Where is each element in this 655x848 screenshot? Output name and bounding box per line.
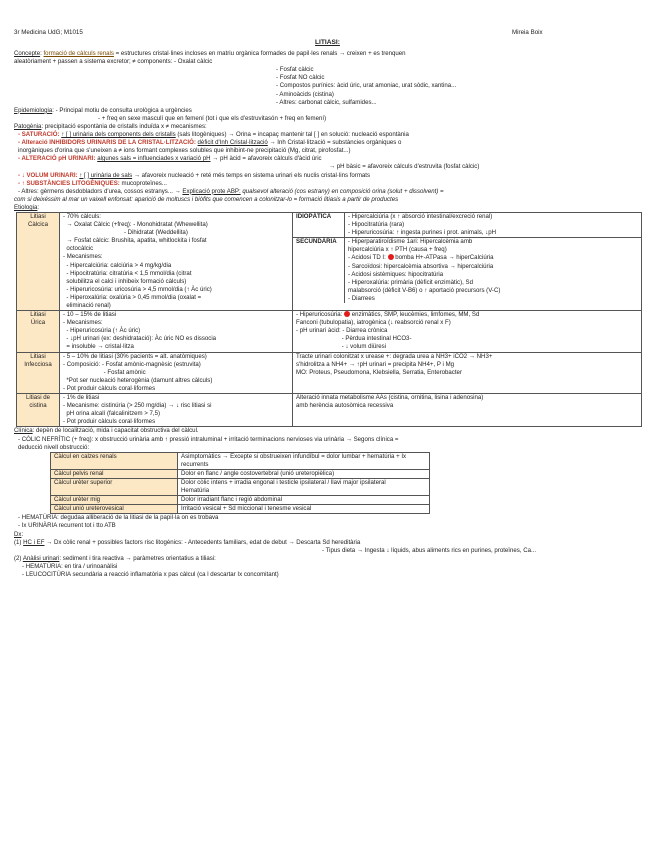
- component-item: - Altres: carbonat càlcic, sulfamides...: [276, 98, 377, 106]
- concepte-line2: aleatòriament + passen a sistema excretor; ≠ components: - Oxalat càlcic: [14, 58, 213, 66]
- clinica-location: Càlcul urèter superior: [51, 478, 178, 495]
- clinica-symptoms-line: Dolor còlic intens + irradia engonal i testicle ipsilateral / llavi major ipsilateral: [181, 478, 386, 486]
- altres-label: - Altres: gèrmens desdobladors d'urea, cossos estranys... →: [18, 187, 183, 195]
- clinica-location: Càlcul unió ureterovesical: [51, 505, 178, 514]
- etiologia-mechanism-line: - 1% de litiasi: [63, 394, 100, 402]
- etiologia-causes-line: Alteració innata metabolisme AAs (cistina, ornitina, lisina i adenosina): [296, 394, 484, 402]
- inhibidors-text: → Inh Cristal·lització = substàncies orgàniques o: [267, 139, 402, 147]
- etiologia-causes: [293, 352, 642, 393]
- inhibidors-label: - Alteració INHIBIDORS URINARIS DE LA CRISTAL·LITZACIÓ:: [18, 139, 198, 147]
- epidemiologia-l1: : - Principal motiu de consulta urològica a urgències: [52, 106, 192, 114]
- etiologia-mechanism-line: - ↓pH urinari (ex: deshidratació): Àc úric NO es dissocia: [63, 335, 217, 343]
- concepte-underline: formació de càlculs renals: [43, 50, 114, 58]
- etiologia-mechanism-line: - Hipocitratúria: citratúria < 1,5 mmol/dia (citrat: [63, 269, 192, 277]
- dx-l2-u: Anàlisi urinari: [22, 554, 60, 562]
- clinica-l1: - CÒLIC NEFRÍTIC (+ freq): x obstrucció urinària amb ↑ pressió intraluminal + irritació terminacions nervioses via urinària → Segons clínica =: [18, 435, 399, 443]
- dx-l2-text: : sediment i tira reactiva → paràmetres orientatius a tiliasi:: [59, 554, 216, 562]
- etiologia-line: Etiologia:: [14, 203, 40, 211]
- etiologia-type: [17, 394, 60, 427]
- etiologia-type-line: Infecciosa: [24, 360, 52, 368]
- etiologia-type-line: Litiasi de: [25, 394, 51, 402]
- etiologia-subval-line: - Acidosi sistèmiques: hipocitratúria: [348, 270, 444, 278]
- etiologia-subval-line: - Hiperoxalúria: primària (dèficit enzimàtic), Sd: [348, 278, 473, 286]
- etiologia-type: [17, 311, 60, 352]
- clinica-location: Càlcul urèter mig: [51, 496, 178, 505]
- header-course: 3r Medicina UdG; M1015: [14, 29, 83, 36]
- etiologia-mechanism-line: *Pot ser nucleació heterogènia (damunt altres càlculs): [63, 376, 213, 384]
- red-dot-icon: [344, 311, 350, 317]
- clinica-line: [14, 427, 641, 435]
- dx-l2: [14, 555, 641, 563]
- etiologia-mechanism-line: eliminació renal): [63, 302, 111, 309]
- concepte-text1: = estructures cristal·lines incloses en matriu orgànica formades de papil·les renals → creixen + es trenquen: [113, 50, 406, 58]
- page-title: LITIASI:: [315, 39, 340, 46]
- clinica-l2: deducció nivell obstrucció:: [18, 443, 90, 451]
- patogenia-inhibidors: [14, 139, 641, 147]
- volum-label: - ↓ VOLUM URINARI:: [18, 171, 80, 179]
- dx-l1-text: → Dx còlic renal + possibles factors risc litogènics: - Antecedents familiars, edat de debut → Descarta Sd hereditària: [44, 538, 361, 546]
- saturacio-u: ↑ [ ] urinària dels components dels cristalls: [61, 131, 176, 139]
- etiologia-mechanism-line: - Fosfat amònic: [63, 368, 146, 376]
- etiologia-type-line: Litiasi: [30, 352, 46, 360]
- etiologia-subval-line: - Hiperuricosúria: ↑ ingesta purines i prot. animals, ↓pH: [348, 229, 497, 237]
- clinica-row: [51, 505, 430, 514]
- etiologia-subval: [345, 213, 642, 238]
- ph-u: algunes sals = influenciades x variació pH: [97, 155, 211, 163]
- etiologia-mechanism: [60, 352, 293, 393]
- etiologia-mechanism-line: pH orina alcalí (falcalinitzem > 7,5): [63, 410, 161, 418]
- etiologia-subrow: [293, 238, 641, 303]
- etiologia-mechanism-line: - Pot produir càlculs coral·liformes: [63, 418, 156, 426]
- patogenia-ph: [14, 155, 641, 163]
- clinica-row: [51, 478, 430, 495]
- etiologia-subval: [345, 238, 642, 303]
- etiologia-mechanism-line: - 70% càlculs:: [63, 212, 101, 220]
- clinica-row: [51, 469, 430, 478]
- etiologia-mechanism-line: - Hiperuricosúria: uricosúria > 4,5 mmol/dia (↑ Àc úric): [63, 285, 212, 293]
- etiologia-row: [17, 311, 642, 352]
- patogenia-volum: [14, 172, 641, 180]
- etiologia-causes-line: - Pèrdua intestinal HCO3-: [296, 335, 412, 343]
- dx-l3: - HEMATÚRIA: en tira / urinoanàlisi: [22, 562, 118, 570]
- patogenia-litogeniques: [14, 180, 641, 188]
- etiologia-mechanism-line: - 10 – 15% de litiasi: [63, 311, 117, 319]
- etiologia-mechanism: [60, 394, 293, 427]
- concepte-components: [14, 66, 641, 106]
- altres-u: Explicació prote ABP:: [182, 187, 241, 195]
- etiologia-type-line: Litiasi: [30, 212, 46, 220]
- ph-label: - ALTERACIÓ pH URINARI:: [18, 155, 98, 163]
- etiologia-mechanism-line: octocàlcic: [63, 245, 94, 253]
- etiologia-causes-line: - ↓ volum diüresi: [296, 343, 387, 351]
- patogenia-altres-2: com si deixéssim al mar un vaixell enfonsat: aparició de moltuscs i biòfits que comencen a colonitzar-lo = formació litiasis a partir de productes: [14, 195, 399, 203]
- etiologia-label: Etiologia: [14, 203, 38, 211]
- dx-label: Dx: [14, 530, 22, 538]
- etiologia-causes: [293, 394, 642, 427]
- etiologia-type-line: cistina: [29, 402, 47, 410]
- patogenia-line: [14, 123, 641, 131]
- etiologia-type-line: Càlcica: [28, 221, 48, 229]
- etiologia-row: [17, 394, 642, 427]
- etiologia-type-line: Litiasi: [30, 311, 46, 319]
- header-author: Mireia Boix: [512, 29, 543, 36]
- volum-text: → afavoreix nucleació + reté més temps en sistema urinari els nuclis cristal·lins formats: [132, 171, 371, 179]
- clinica-symptoms-line: Hematúria: [181, 487, 210, 495]
- red-dot-icon: [388, 254, 394, 260]
- etiologia-mechanism-line: - Mecanismes:: [63, 253, 103, 261]
- etiologia-causes-line: - pH urinari àcid: - Diarrea crònica: [296, 327, 388, 335]
- etiologia-causes: [293, 311, 642, 352]
- clinica-row: [51, 452, 430, 469]
- dx-line: Dx:: [14, 530, 24, 538]
- clinica-intro: : depèn de localització, mida i capacitat obstructiva del càlcul.: [32, 427, 199, 435]
- patogenia-intro: : precipitació espontània de cristalls induïda x ≠ mecanismes:: [41, 122, 207, 130]
- component-item: - Fosfat NO càlcic: [276, 74, 325, 82]
- etiologia-mechanism-line: - Hiperoxalúria: oxalúria > 0,45 mmol/dia (oxalat =: [63, 293, 202, 301]
- etiologia-causes-line: Fanconi (tubulopatia), iatrogènica (↓ reabsorció renal x F): [296, 319, 451, 327]
- etiologia-subval-line: - Hipercalciúria (x ↑ absorció intestinal/excreció renal): [348, 212, 493, 220]
- clinica-symptoms: [178, 469, 430, 478]
- dx-l1-u: HC i EF: [23, 538, 45, 546]
- clinica-symptoms-line: Dolor irradiant flanc i regió abdominal: [181, 496, 282, 504]
- etiologia-subkey: IDIOPÀTICA: [293, 213, 345, 238]
- concepte-label: Concepte: [14, 50, 41, 58]
- volum-u: ↑ [ ] urinària de sals: [79, 171, 133, 179]
- etiologia-mechanism-line: - Hiperuricosúria (↑ Àc úric): [63, 327, 141, 335]
- clinica-row: [51, 496, 430, 505]
- epidemiologia-label: Epidemiologia: [14, 106, 53, 114]
- altres-italic: qualsevol alteració (cos estrany) en composició orina (solut + dissolvent) =: [240, 187, 444, 195]
- concepte-line1: Concepte: formació de càlculs renals = estructures cristal·lines incloses en matriu orgànica formades de papil·les renals → creixen + es trenquen: [14, 50, 406, 58]
- clinica-location: Càlcul en calzes renals: [51, 452, 178, 469]
- clinica-symptoms: [178, 478, 430, 495]
- clinica-symptoms: [178, 505, 430, 514]
- etiologia-table: [16, 212, 642, 427]
- etiologia-mechanism-line: = insoluble → cristal·litza: [63, 343, 134, 351]
- etiologia-causes-line: s'hidrolitza a NH4+ → ↑pH urinari = precipita NH4+, P i Mg: [296, 360, 455, 368]
- etiologia-causes-line: amb herència autosòmica recessiva: [296, 402, 394, 410]
- component-item: - Fosfat càlcic: [276, 66, 314, 74]
- etiologia-subkey: SECUNDÀRIA: [293, 238, 345, 303]
- etiologia-mechanism: [60, 311, 293, 352]
- dx-l2-num: (2): [14, 554, 23, 562]
- epidemiologia-l2: - + freq en sexe masculí que en femení (tot i que els d'estruvitasón + freq en femení): [98, 114, 327, 122]
- ph-text: → pH àcid = afavoreix càlculs d'àcid úric: [210, 155, 322, 163]
- etiologia-mechanism-line: → Fosfat càlcic: Brushita, apatita, whitlockita i fosfat: [63, 237, 207, 245]
- etiologia-mechanism-line: → Oxalat Càlcic (+freq): - Monohidratat (Whewellita): [63, 221, 208, 229]
- clinica-symptoms-line: Dolor en flanc / angle costovertebral (unió ureteropièlica): [181, 469, 335, 477]
- etiologia-causes-line: - Hiperuricosúria: enzimàtics, SMP, leucèmies, limfomes, MM, Sd: [296, 311, 480, 319]
- etiologia-subval-line: - Sarcoïdosi: hipercalcèmia absortiva → hipercalciúria: [348, 262, 494, 270]
- clinica-label: Clínica: [14, 427, 33, 435]
- etiologia-mechanism-line: - Mecanismes:: [63, 319, 103, 327]
- dx-l4: - LEUCOCITÚRIA secundària a reacció inflamatòria x pas càlcul (ca l descartar Ix concomitant): [22, 571, 279, 578]
- litogeniques-text: mucoproteïnes...: [121, 179, 167, 187]
- component-item: - Aminoàcids (cistina): [276, 90, 334, 98]
- etiologia-type-line: Úrica: [30, 319, 46, 327]
- patogenia-inhibidors-2: inorgàniques d'orina que s'uneixen a ≠ ions formant complexes solubles que inhibint-ne precipitació (Mg, citrat, pirofosfat...): [18, 147, 351, 155]
- epidemiologia-line1: [14, 107, 641, 115]
- etiologia-mechanism: [60, 212, 293, 310]
- dx-l1c: - Tipus dieta → Ingesta ↓ líquids, abus aliments rics en purines, proteïnes, Ca...: [322, 546, 537, 554]
- dx-l1-num: (1): [14, 538, 24, 546]
- clinica-location: Càlcul pelvis renal: [51, 469, 178, 478]
- clinica-table: [50, 452, 430, 515]
- clinica-l4: - Ix URINÀRIA recurrent tot i tto ATB: [18, 522, 116, 530]
- etiologia-mechanism-line: - 5 – 10% de litiasi (30% pacients = alt. anatòmiques): [63, 352, 207, 360]
- etiologia-subval-line: - Diarrees: [348, 294, 375, 302]
- dx-l1: [14, 539, 641, 547]
- etiologia-row: [17, 212, 642, 310]
- etiologia-mechanism-line: - Hipercalciúria: calciúria > 4 mg/kg/dia: [63, 261, 172, 269]
- etiologia-type: [17, 212, 60, 310]
- patogenia-label: Patogènia: [14, 122, 42, 130]
- etiologia-subval-line: - Acidosi TD I: bomba H+-ATPasa → hiperCalciúria: [348, 254, 494, 262]
- clinica-symptoms: [178, 496, 430, 505]
- etiologia-mechanism-line: solubilitza el calci i inhibeix formació càlculs): [63, 277, 187, 285]
- etiologia-subval-line: hipercalciúria x ↑ PTH (causa + freq): [348, 246, 447, 254]
- etiologia-subval-line: malabsorció (dèficit V-B6) o ↑ aportació precursors (V-C): [348, 286, 501, 294]
- etiologia-mechanism-line: - Mecanisme: cistinúria (> 250 mg/dia) → ↓ risc litiasi si: [63, 402, 212, 410]
- etiologia-mechanism-line: - Dihidratat (Weddellita): [63, 229, 188, 237]
- etiologia-mechanism-line: - Pot produir càlculs coral·liformes: [63, 384, 156, 392]
- saturacio-label: - SATURACIÓ:: [18, 131, 62, 139]
- clinica-symptoms: [178, 452, 430, 469]
- inhibidors-u: dèficit d'Inh Cristal·lització: [197, 139, 268, 147]
- etiologia-mechanism-line: - Composició: - Fosfat amònic-magnèsic (estruvita): [63, 360, 201, 368]
- patogenia-ph-2: → pH bàsic = afavoreix càlculs d'estruvita (fosfat càlcic): [329, 163, 480, 171]
- clinica-symptoms-line: Irritació vesical + Sd miccional i tenesme vesical: [181, 505, 312, 513]
- etiologia-causes: [293, 212, 642, 310]
- clinica-l3: - HEMATÚRIA: degudaa alliberació de la litiasi de la papil·la on es trobava: [18, 514, 219, 522]
- etiologia-subtable: [293, 213, 641, 303]
- etiologia-row: [17, 352, 642, 393]
- patogenia-altres: [14, 188, 641, 196]
- etiologia-subval-line: - Hipocitratúria (rara): [348, 221, 405, 229]
- etiologia-causes-line: Tracte urinari colonitzat x urease +: degrada urea a NH3+ iCO2 → NH3+: [296, 352, 493, 360]
- saturacio-text: (sals litogèniques) → Orina = incapaç mantenir tal [ ] en solució: nucleació espontània: [175, 131, 409, 139]
- etiologia-subrow: [293, 213, 641, 238]
- etiologia-causes-line: MO: Proteus, Pseudomona, Klebsiella, Serratia, Enterobacter: [296, 368, 462, 376]
- etiologia-subval-line: - Hiperparatiroïdisme 1ari: Hipercalcèmia amb: [348, 238, 473, 246]
- component-item: - Compostos purínics: àcid úric, urat amoniac, urat sòdic, xantina...: [276, 82, 457, 90]
- litogeniques-label: - ↑ SUBSTÀNCIES LITOGÈNIQUES:: [18, 179, 122, 187]
- clinica-symptoms-line: Asimptomàtics → Excepte si obstrueixen infundíbul = dolor lumbar + hematúria + Ix recurrents: [181, 452, 407, 468]
- etiologia-type: [17, 352, 60, 393]
- patogenia-saturacio: [14, 131, 641, 139]
